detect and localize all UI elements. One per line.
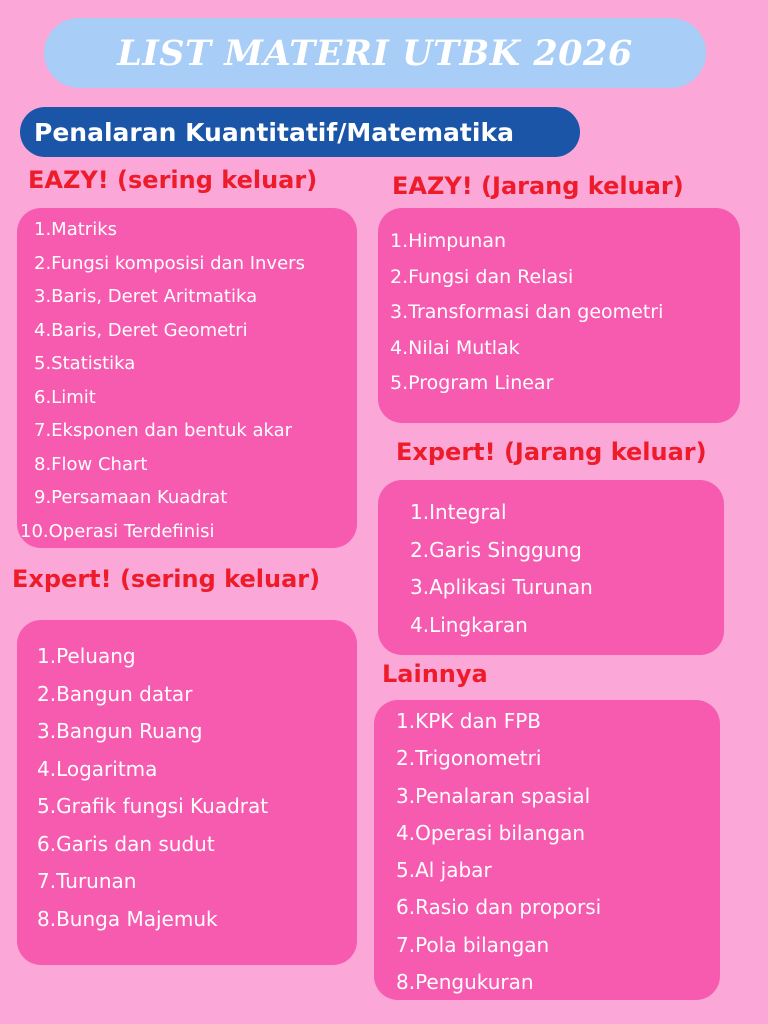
- page-title: LIST MATERI UTBK 2026: [117, 32, 633, 74]
- list-item: 4.Nilai Mutlak: [390, 336, 520, 359]
- box-easy-sering: [17, 208, 357, 548]
- list-item: 2.Trigonometri: [396, 746, 542, 771]
- list-item: 2.Bangun datar: [37, 681, 193, 706]
- list-item: 8.Pengukuran: [396, 970, 534, 995]
- list-item: 8.Flow Chart: [34, 453, 148, 475]
- box-easy-jarang: [378, 208, 740, 423]
- list-item: 4.Logaritma: [37, 756, 158, 781]
- list-item: 1.Peluang: [37, 644, 136, 668]
- list-item: 3.Penalaran spasial: [396, 783, 591, 808]
- list-item: 7.Eksponen dan bentuk akar: [34, 420, 293, 441]
- list-lainnya: [396, 703, 720, 1001]
- list-expert-jarang: [410, 494, 724, 644]
- list-item: 5.Statistika: [34, 353, 136, 374]
- heading-easy-jarang: EAZY! (Jarang keluar): [392, 172, 684, 200]
- list-item: 3.Baris, Deret Aritmatika: [34, 286, 258, 307]
- list-easy-sering: [20, 213, 357, 548]
- list-item: 6.Garis dan sudut: [37, 831, 215, 856]
- box-expert-jarang: [378, 480, 724, 655]
- list-item: 2.Fungsi dan Relasi: [390, 265, 574, 288]
- list-item: 5.Al jabar: [396, 858, 492, 883]
- heading-expert-jarang: Expert! (Jarang keluar): [396, 438, 707, 466]
- list-item: 6.Limit: [34, 386, 96, 408]
- list-item: 9.Persamaan Kuadrat: [34, 487, 228, 508]
- box-lainnya: [374, 700, 720, 1000]
- list-item: 1.Integral: [410, 500, 507, 524]
- list-item: 4.Lingkaran: [410, 612, 528, 637]
- title-banner: [44, 18, 706, 88]
- list-item: 2.Fungsi komposisi dan Invers: [34, 252, 305, 274]
- list-item: 8.Bunga Majemuk: [37, 906, 218, 931]
- list-item: 4.Operasi bilangan: [396, 820, 586, 845]
- list-item: 3.Transformasi dan geometri: [390, 301, 664, 323]
- list-item: 4.Baris, Deret Geometri: [34, 319, 248, 341]
- list-expert-sering: [37, 638, 357, 938]
- list-item: 1.KPK dan FPB: [396, 709, 541, 733]
- list-item: 2.Garis Singgung: [410, 537, 582, 562]
- list-item: 3.Aplikasi Turunan: [410, 575, 593, 599]
- list-easy-jarang: [390, 224, 740, 402]
- subject-banner: [20, 107, 580, 157]
- subject-title: Penalaran Kuantitatif/Matematika: [34, 117, 514, 147]
- heading-easy-sering: EAZY! (sering keluar): [28, 166, 318, 194]
- list-item: 1.Matriks: [34, 219, 117, 240]
- box-expert-sering: [17, 620, 357, 965]
- list-item: 10.Operasi Terdefinisi: [20, 520, 215, 542]
- heading-lainnya: Lainnya: [382, 660, 488, 688]
- heading-expert-sering: Expert! (sering keluar): [12, 565, 321, 593]
- list-item: 3.Bangun Ruang: [37, 719, 203, 743]
- list-item: 5.Program Linear: [390, 372, 554, 394]
- list-item: 1.Himpunan: [390, 230, 507, 252]
- list-item: 7.Turunan: [37, 869, 137, 893]
- list-item: 5.Grafik fungsi Kuadrat: [37, 794, 269, 818]
- list-item: 7.Pola bilangan: [396, 932, 550, 957]
- list-item: 6.Rasio dan proporsi: [396, 895, 602, 920]
